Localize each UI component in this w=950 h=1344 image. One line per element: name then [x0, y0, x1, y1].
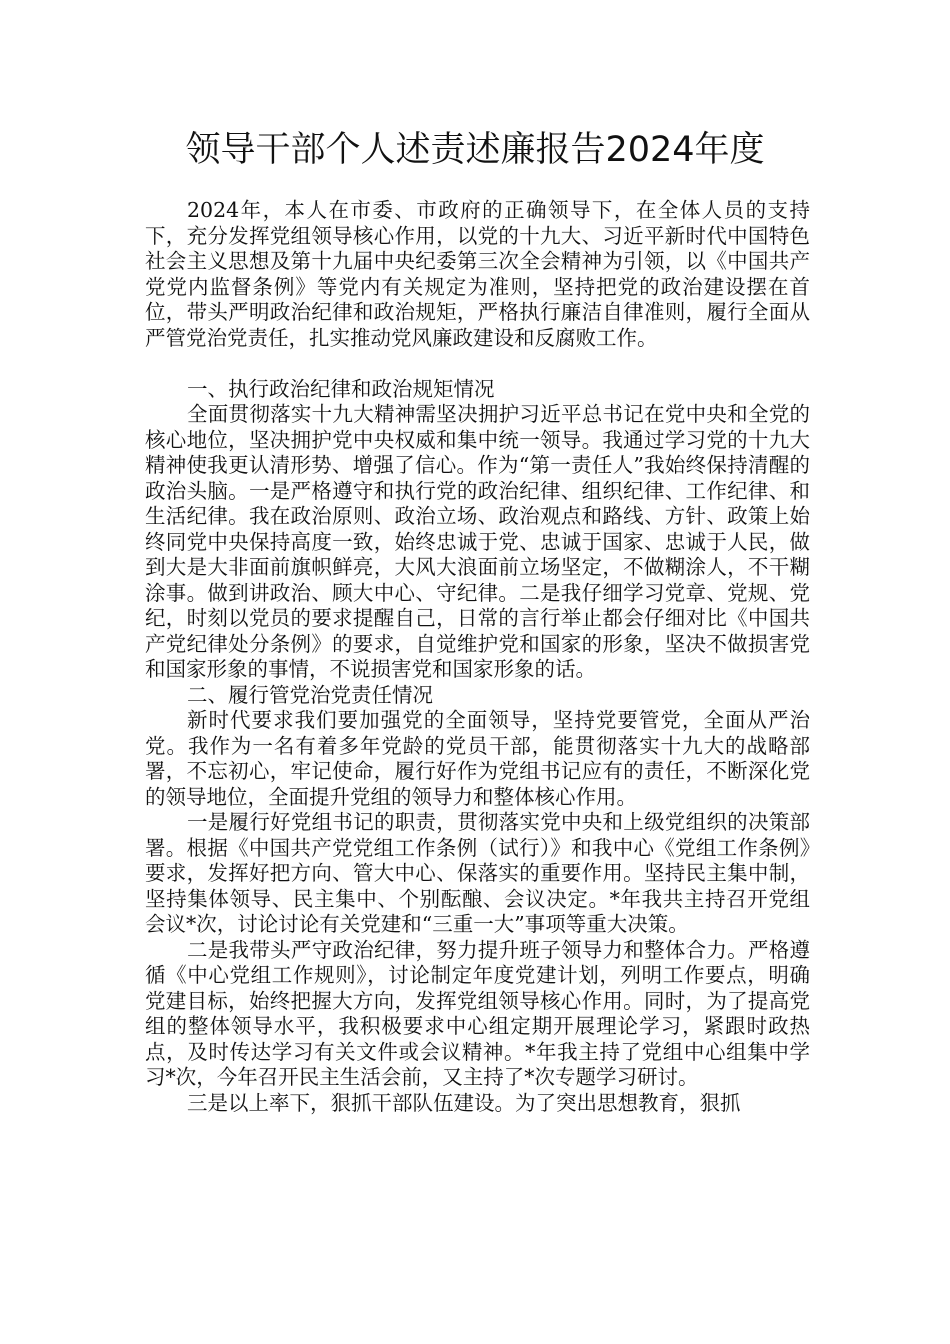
section-2-paragraph-1: 新时代要求我们要加强党的全面领导，坚持党要管党，全面从严治党。我作为一名有着多年党龄的党员干部，能贯彻落实十九大的战略部署，不忘初心，牢记使命，履行好作为党组书记应有的责任，不断深化党的领导地位，全面提升党组的领导力和整体核心作用。 — [145, 708, 810, 809]
blank-line — [145, 351, 810, 377]
section-1-paragraph: 全面贯彻落实十九大精神需坚决拥护习近平总书记在党中央和全党的核心地位，坚决拥护党中央权威和集中统一领导。我通过学习党的十九大精神使我更认清形势、增强了信心。作为“第一责任人”我始终保持清醒的政治头脑。一是严格遵守和执行党的政治纪律、组织纪律、工作纪律、和生活纪律。我在政治原则、政治立场、政治观点和路线、方针、政策上始终同党中央保持高度一致，始终忠诚于党、忠诚于国家、忠诚于人民，做到大是大非面前旗帜鲜亮，大风大浪面前立场坚定，不做糊涂人，不干糊涂事。做到讲政治、顾大中心、守纪律。二是我仔细学习党章、党规、党纪，时刻以党员的要求提醒自己，日常的言行举止都会仔细对比《中国共产党纪律处分条例》的要求，自觉维护党和国家的形象，坚决不做损害党和国家形象的事情，不说损害党和国家形象的话。 — [145, 402, 810, 681]
section-heading-1: 一、执行政治纪律和政治规矩情况 — [187, 376, 495, 401]
section-heading-2: 二、履行管党治党责任情况 — [187, 682, 433, 707]
document-title: 领导干部个人述责述廉报告2024年度 — [185, 130, 765, 170]
section-2-paragraph-2: 一是履行好党组书记的职责，贯彻落实党中央和上级党组织的决策部署。根据《中国共产党党组工作条例（试行）》和我中心《党组工作条例》要求，发挥好把方向、管大中心、保落实的重要作用。坚持民主集中制，坚持集体领导、民主集中、个别酝酿、会议决定。*年我共主持召开党组会议*次，讨论讨论有关党建和“三重一大”事项等重大决策。 — [145, 810, 810, 936]
intro-paragraph: 2024年，本人在市委、市政府的正确领导下，在全体人员的支持下，充分发挥党组领导核心作用，以党的十九大、习近平新时代中国特色社会主义思想及第十九届中央纪委第三次全会精神为引领，以《中国共产党党内监督条例》等党内有关规定为准则，坚持把党的政治建设摆在首位，带头严明政治纪律和政治规矩，严格执行廉洁自律准则，履行全面从严管党治党责任，扎实推动党风廉政建设和反腐败工作。 — [145, 198, 810, 350]
section-2-paragraph-4: 三是以上率下，狠抓干部队伍建设。为了突出思想教育，狠抓 — [187, 1090, 741, 1115]
section-2-paragraph-3: 二是我带头严守政治纪律，努力提升班子领导力和整体合力。严格遵循《中心党组工作规则》，讨论制定年度党建计划，列明工作要点，明确党建目标，始终把握大方向，发挥党组领导核心作用。同时，为了提高党组的整体领导水平，我积极要求中心组定期开展理论学习，紧跟时政热点，及时传达学习有关文件或会议精神。*年我主持了党组中心组集中学习*次，今年召开民主生活会前，又主持了*次专题学习研讨。 — [145, 937, 810, 1089]
document-body — [145, 198, 810, 1116]
